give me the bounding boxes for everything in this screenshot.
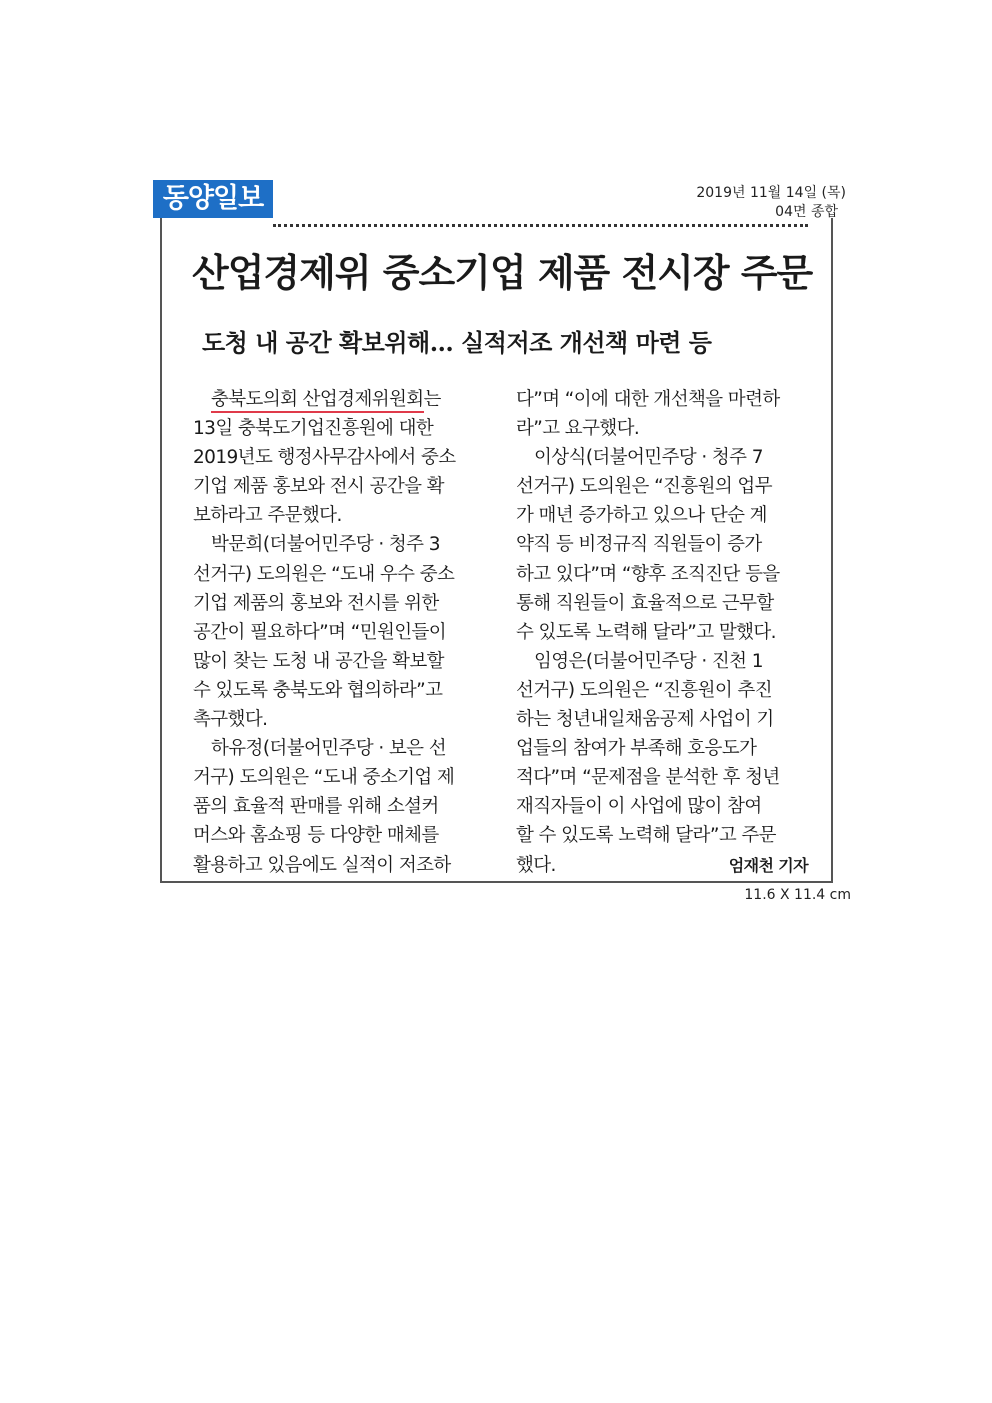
body-line: 머스와 홈쇼핑 등 다양한 매체를 [193, 825, 439, 847]
body-line: 2019년도 행정사무감사에서 중소 [193, 447, 456, 469]
body-line: 라”고 요구했다. [516, 418, 640, 440]
body-line: 박문희(더불어민주당 · 청주 3 [211, 534, 440, 556]
body-line: 촉구했다. [193, 709, 268, 731]
article-column-left [193, 385, 485, 880]
body-line: 수 있도록 노력해 달라”고 말했다. [516, 621, 776, 643]
publish-date: 2019년 11월 14일 (목) [696, 185, 846, 201]
body-line: 기업 제품의 홍보와 전시를 위한 [193, 592, 439, 614]
body-line: 활용하고 있음에도 실적이 저조하 [193, 854, 451, 876]
body-line: 하유정(더불어민주당 · 보은 선 [211, 738, 446, 760]
body-line: 업들의 참여가 부족해 호응도가 [516, 738, 757, 760]
body-line: 하고 있다”며 “향후 조직진단 등을 [516, 563, 780, 585]
body-line: 약직 등 비정규직 직원들이 증가 [516, 534, 762, 556]
body-line: 공간이 필요하다”며 “민원인들이 [193, 621, 447, 643]
body-line: 할 수 있도록 노력해 달라”고 주문 [516, 825, 776, 847]
article-headline: 산업경제위 중소기업 제품 전시장 주문 [192, 250, 813, 295]
body-line: 다”며 “이에 대한 개선책을 마련하 [516, 389, 780, 410]
article-column-right [516, 385, 808, 880]
clip-size: 11.6 X 11.4 cm [744, 887, 851, 903]
body-line-final [516, 851, 808, 880]
body-line: 거구) 도의원은 “도내 중소기업 제 [193, 767, 455, 789]
body-line: 선거구) 도의원은 “도내 우수 중소 [193, 563, 455, 585]
highlighted-text: 충북도의회 산업경제위원회 [211, 389, 424, 413]
body-line: 하는 청년내일채움공제 사업이 기 [516, 709, 774, 731]
body-line: 충북도의회 산업경제위원회는 [193, 385, 485, 414]
body-line: 했다. [516, 854, 556, 876]
body-line: 수 있도록 충북도와 협의하라”고 [193, 679, 443, 701]
body-line: 13일 충북도기업진흥원에 대한 [193, 418, 434, 440]
body-line: 보하라고 주문했다. [193, 505, 342, 527]
body-line: 임영은(더불어민주당 · 진천 1 [534, 650, 763, 672]
body-line: 이상식(더불어민주당 · 청주 7 [534, 447, 763, 469]
body-line: 품의 효율적 판매를 위해 소셜커 [193, 796, 439, 818]
article-byline: 엄재천 기자 [728, 855, 808, 875]
page-section: 04면 종합 [775, 204, 838, 220]
body-line: 기업 제품 홍보와 전시 공간을 확 [193, 476, 444, 498]
article-subheadline: 도청 내 공간 확보위해… 실적저조 개선책 마련 등 [202, 328, 712, 357]
body-line: 선거구) 도의원은 “진흥원의 업무 [516, 476, 772, 498]
body-line: 적다”며 “문제점을 분석한 후 청년 [516, 767, 780, 789]
body-line: 재직자들이 이 사업에 많이 참여 [516, 796, 762, 818]
body-line: 가 매년 증가하고 있으나 단순 계 [516, 505, 767, 527]
body-line: 선거구) 도의원은 “진흥원이 추진 [516, 679, 772, 701]
body-line: 많이 찾는 도청 내 공간을 확보할 [193, 650, 444, 672]
body-line: 통해 직원들이 효율적으로 근무할 [516, 592, 774, 614]
newspaper-logo: 동양일보 [153, 180, 273, 218]
